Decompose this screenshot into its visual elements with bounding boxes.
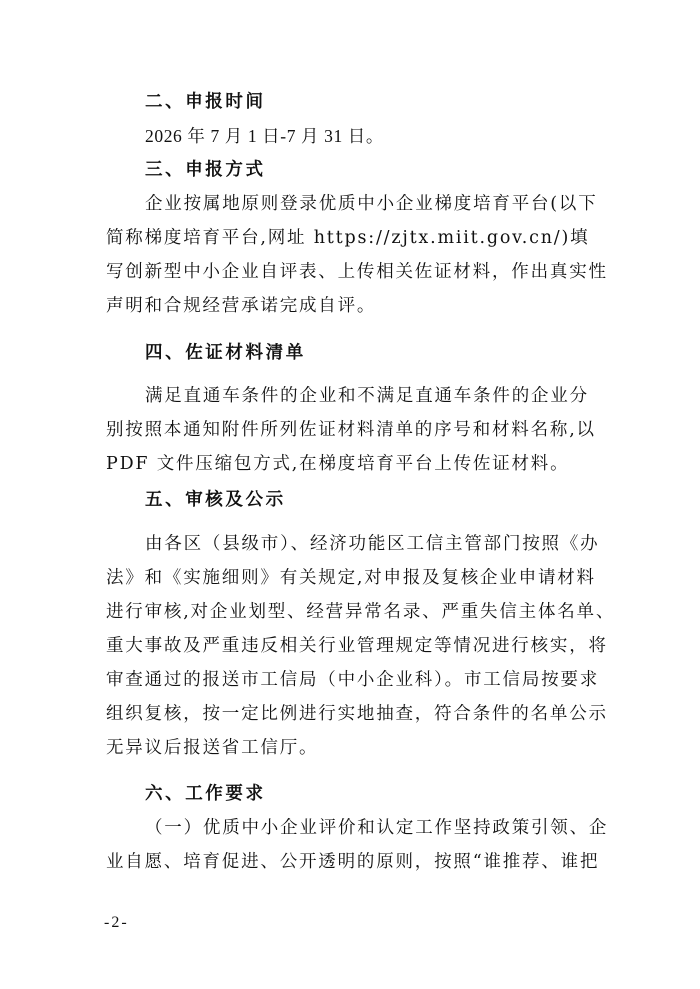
paragraph-line: 法》和《实施细则》有关规定,对申报及复核企业申请材料 [106, 568, 596, 588]
paragraph-line: 简称梯度培育平台,网址 https://zjtx.miit.gov.cn/)填 [106, 228, 590, 248]
paragraph-line: （一）优质中小企业评价和认定工作坚持政策引领、企 [145, 818, 609, 838]
section-heading-evidence-list: 四、佐证材料清单 [145, 343, 306, 363]
paragraph-line: 由各区（县级市）、经济功能区工信主管部门按照《办 [145, 534, 600, 554]
paragraph-line: PDF 文件压缩包方式,在梯度培育平台上传佐证材料。 [106, 454, 570, 474]
paragraph-line: 企业按属地原则登录优质中小企业梯度培育平台(以下 [145, 194, 598, 214]
section-heading-application-time: 二、申报时间 [145, 92, 266, 112]
paragraph-line: 重大事故及严重违反相关行业管理规定等情况进行核实，将 [106, 636, 608, 656]
paragraph-line: 审查通过的报送市工信局（中小企业科）。市工信局按要求 [106, 670, 600, 690]
paragraph-line: 进行审核,对企业划型、经营异常名录、严重失信主体名单、 [106, 602, 616, 622]
section-heading-application-method: 三、申报方式 [145, 160, 266, 180]
paragraph-line: 无异议后报送省工信厅。 [106, 738, 319, 758]
paragraph-line: 别按照本通知附件所列佐证材料清单的序号和材料名称,以 [106, 420, 596, 440]
paragraph-line: 业自愿、培育促进、公开透明的原则，按照“谁推荐、谁把 [106, 852, 600, 872]
application-time-text: 2026 年 7 月 1 日-7 月 31 日。 [145, 126, 384, 146]
paragraph-line: 声明和合规经营承诺完成自评。 [106, 296, 377, 316]
section-heading-review-publicity: 五、审核及公示 [145, 490, 286, 510]
page-number: -2- [104, 914, 129, 931]
section-heading-work-requirements: 六、工作要求 [145, 784, 266, 804]
paragraph-line: 组织复核，按一定比例进行实地抽查，符合条件的名单公示 [106, 704, 608, 724]
paragraph-line: 写创新型中小企业自评表、上传相关佐证材料，作出真实性 [106, 262, 608, 282]
paragraph-line: 满足直通车条件的企业和不满足直通车条件的企业分 [145, 386, 589, 406]
